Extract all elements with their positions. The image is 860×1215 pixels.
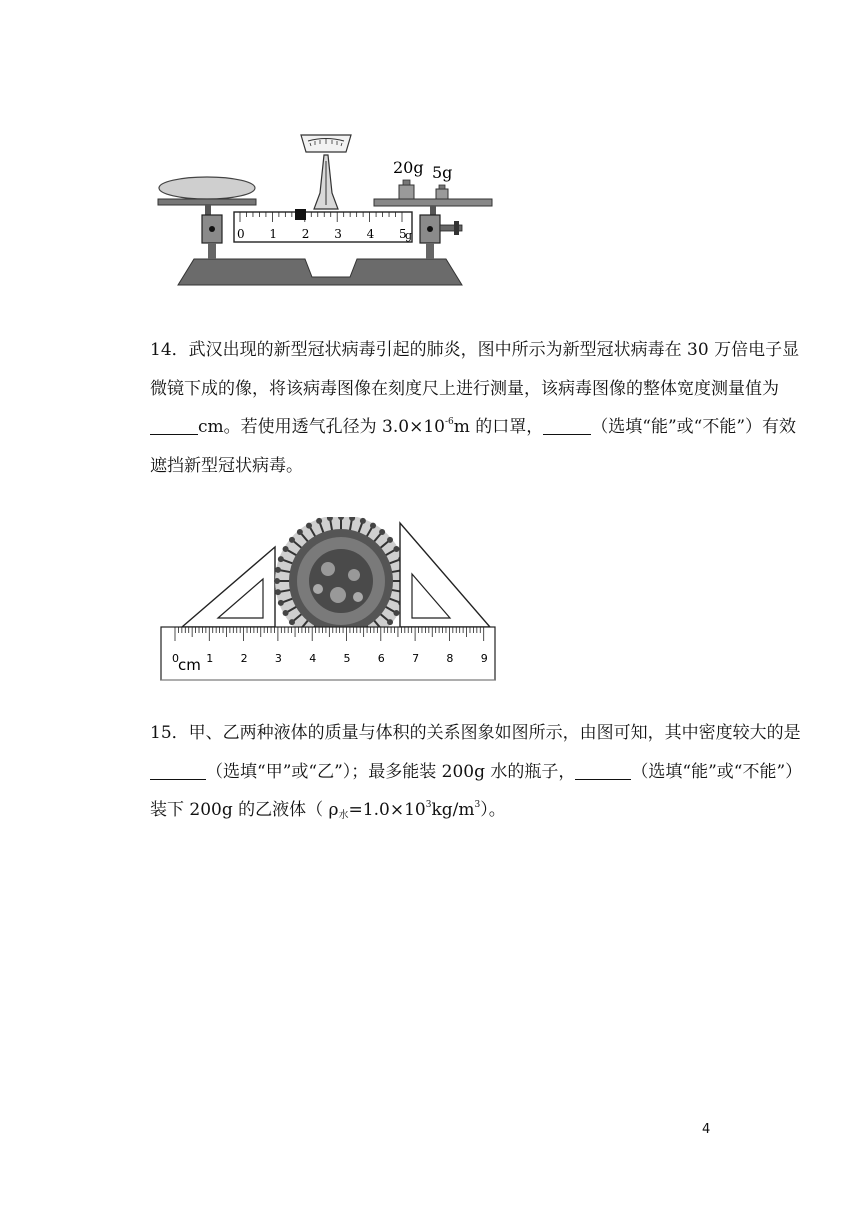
page-number: 4 xyxy=(702,1122,711,1137)
question-15 xyxy=(150,714,810,830)
beam-number: 1 xyxy=(269,227,278,241)
beam-number: 0 xyxy=(237,227,245,241)
beam-number: 2 xyxy=(301,227,310,241)
question-text: m 的口罩， xyxy=(453,417,544,437)
ruler-number: 3 xyxy=(274,652,282,665)
exponent: 3 xyxy=(425,800,432,810)
answer-blank[interactable] xyxy=(575,761,631,780)
balance-figure xyxy=(150,125,510,290)
question-number: 15． xyxy=(150,723,189,743)
beam-number: 3 xyxy=(334,227,342,241)
question-text: =1.0×10 xyxy=(348,800,426,820)
question-text: （选填“能”或“不能”）有效遮挡新型冠状病毒。 xyxy=(150,417,797,476)
question-text: kg/m xyxy=(431,800,475,820)
question-text: 甲、乙两种液体的质量与体积的关系图象如图所示，由图可知，其中密度较大的是 xyxy=(188,723,801,743)
ruler-number: 2 xyxy=(240,652,248,665)
ruler-number: 6 xyxy=(377,652,385,665)
ruler-number: 0 xyxy=(172,652,179,665)
question-text: （选填“甲”或“乙”）；最多能装 200g 水的瓶子， xyxy=(206,761,576,782)
question-text: （选填“能”或“不能”）装下 200g 的乙液体（ xyxy=(150,761,803,820)
ruler-number: 5 xyxy=(343,652,351,665)
ruler-unit: cm xyxy=(178,656,201,674)
answer-blank[interactable] xyxy=(543,416,591,435)
ruler-number: 8 xyxy=(446,652,454,665)
rho-subscript: 水 xyxy=(338,810,349,821)
ruler-virus-figure xyxy=(158,517,498,685)
beam-unit: g xyxy=(405,229,413,242)
question-14 xyxy=(150,331,810,485)
exponent: 3 xyxy=(474,800,481,810)
beam-number: 4 xyxy=(366,227,375,241)
answer-blank[interactable] xyxy=(150,416,198,435)
question-number: 14． xyxy=(150,340,189,360)
ruler-number: 9 xyxy=(480,652,488,665)
question-text: ）。 xyxy=(480,800,506,820)
ruler-number: 1 xyxy=(206,652,214,665)
weight-label-20g: 20g xyxy=(393,158,424,177)
answer-blank[interactable] xyxy=(150,761,206,780)
rho-symbol: ρ xyxy=(328,800,339,820)
question-text: 武汉出现的新型冠状病毒引起的肺炎，图中所示为新型冠状病毒在 30 万倍电子显微镜下成的像，将该病毒图像在刻度尺上进行测量，该病毒图像的整体宽度测量值为 xyxy=(150,340,800,399)
ruler-number: 4 xyxy=(309,652,317,665)
ruler-number: 7 xyxy=(412,652,420,665)
exponent: -6 xyxy=(444,417,454,427)
question-text: cm。若使用透气孔径为 3.0×10 xyxy=(198,417,445,437)
weight-label-5g: 5g xyxy=(432,163,453,182)
beam-number: 5 xyxy=(399,227,407,241)
